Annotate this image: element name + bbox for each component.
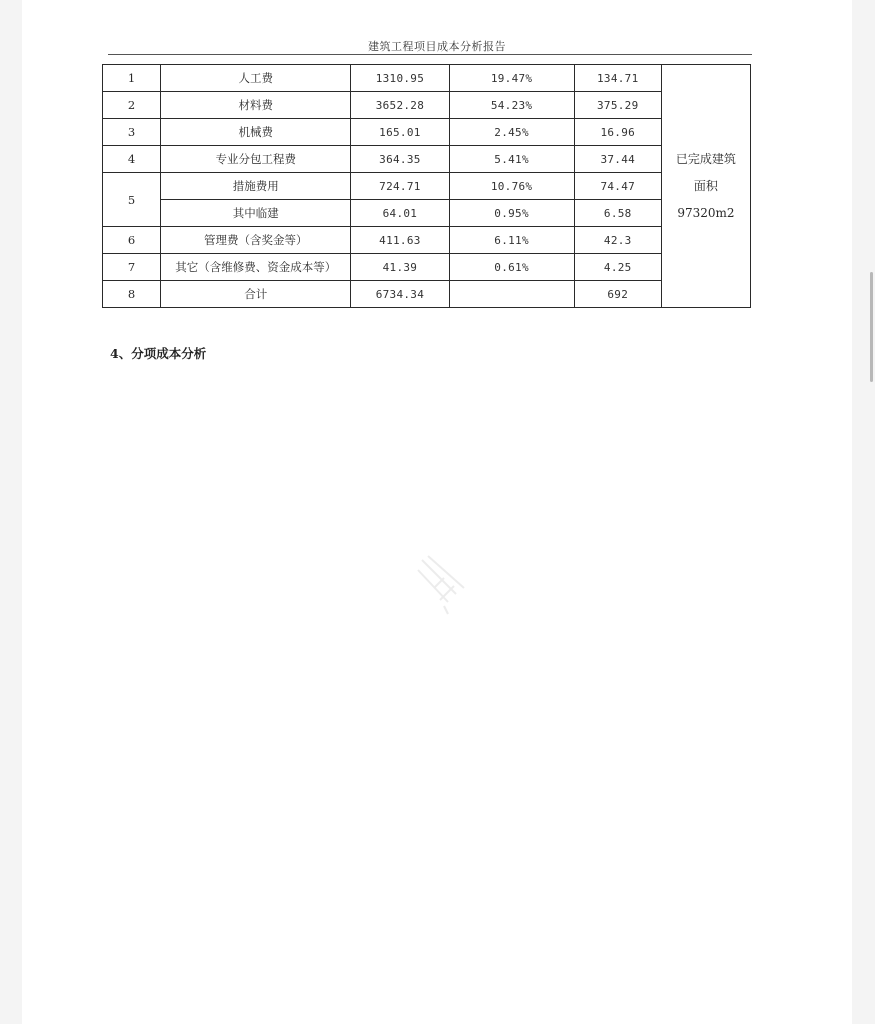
cost-item: 专业分包工程费 [161, 146, 351, 173]
row-index: 8 [103, 281, 161, 308]
section-heading: 4、分项成本分析 [110, 346, 207, 361]
cost-ratio: 2.45% [449, 119, 574, 146]
table-row-total [103, 281, 751, 308]
watermark-icon [404, 548, 474, 618]
cost-amount: 411.63 [351, 227, 449, 254]
unit-cost: 74.47 [574, 173, 661, 200]
cost-item: 合计 [161, 281, 351, 308]
cost-item: 材料费 [161, 92, 351, 119]
unit-cost: 37.44 [574, 146, 661, 173]
cost-item: 措施费用 [161, 173, 351, 200]
cost-ratio: 0.95% [449, 200, 574, 227]
cost-ratio: 10.76% [449, 173, 574, 200]
table-row [103, 227, 751, 254]
unit-cost: 6.58 [574, 200, 661, 227]
cost-ratio: 54.23% [449, 92, 574, 119]
table-row [103, 146, 751, 173]
unit-cost: 42.3 [574, 227, 661, 254]
vertical-scrollbar-thumb[interactable] [870, 272, 873, 382]
cost-item: 机械费 [161, 119, 351, 146]
row-index: 1 [103, 65, 161, 92]
document-page [22, 0, 852, 1024]
unit-cost: 375.29 [574, 92, 661, 119]
cost-amount: 6734.34 [351, 281, 449, 308]
table-row [103, 65, 751, 92]
unit-cost: 4.25 [574, 254, 661, 281]
unit-cost: 692 [574, 281, 661, 308]
unit-cost: 16.96 [574, 119, 661, 146]
cost-amount: 724.71 [351, 173, 449, 200]
row-index: 5 [103, 173, 161, 227]
cost-amount: 3652.28 [351, 92, 449, 119]
cost-item: 其中临建 [161, 200, 351, 227]
table-row [103, 173, 751, 200]
header-divider [108, 54, 752, 55]
row-index: 6 [103, 227, 161, 254]
page-header-title: 建筑工程项目成本分析报告 [368, 40, 506, 53]
completed-area-note [661, 65, 750, 308]
unit-cost: 134.71 [574, 65, 661, 92]
area-note-line1: 已完成建筑 [675, 151, 736, 166]
cost-item: 其它（含维修费、资金成本等） [161, 254, 351, 281]
table-row [103, 92, 751, 119]
row-index: 2 [103, 92, 161, 119]
cost-amount: 64.01 [351, 200, 449, 227]
cost-analysis-table [102, 64, 751, 308]
cost-amount: 165.01 [351, 119, 449, 146]
row-index: 4 [103, 146, 161, 173]
row-index: 7 [103, 254, 161, 281]
table-row [103, 119, 751, 146]
cost-item: 管理费（含奖金等） [161, 227, 351, 254]
cost-ratio: 19.47% [449, 65, 574, 92]
cost-amount: 364.35 [351, 146, 449, 173]
cost-item: 人工费 [161, 65, 351, 92]
table-row [103, 254, 751, 281]
area-note-value: 97320m2 [677, 205, 735, 220]
cost-ratio: 5.41% [449, 146, 574, 173]
cost-ratio: 6.11% [449, 227, 574, 254]
cost-amount: 1310.95 [351, 65, 449, 92]
cost-ratio: 0.61% [449, 254, 574, 281]
cost-ratio [449, 281, 574, 308]
table-row [103, 200, 751, 227]
cost-amount: 41.39 [351, 254, 449, 281]
area-note-line2: 面积 [693, 178, 718, 193]
row-index: 3 [103, 119, 161, 146]
